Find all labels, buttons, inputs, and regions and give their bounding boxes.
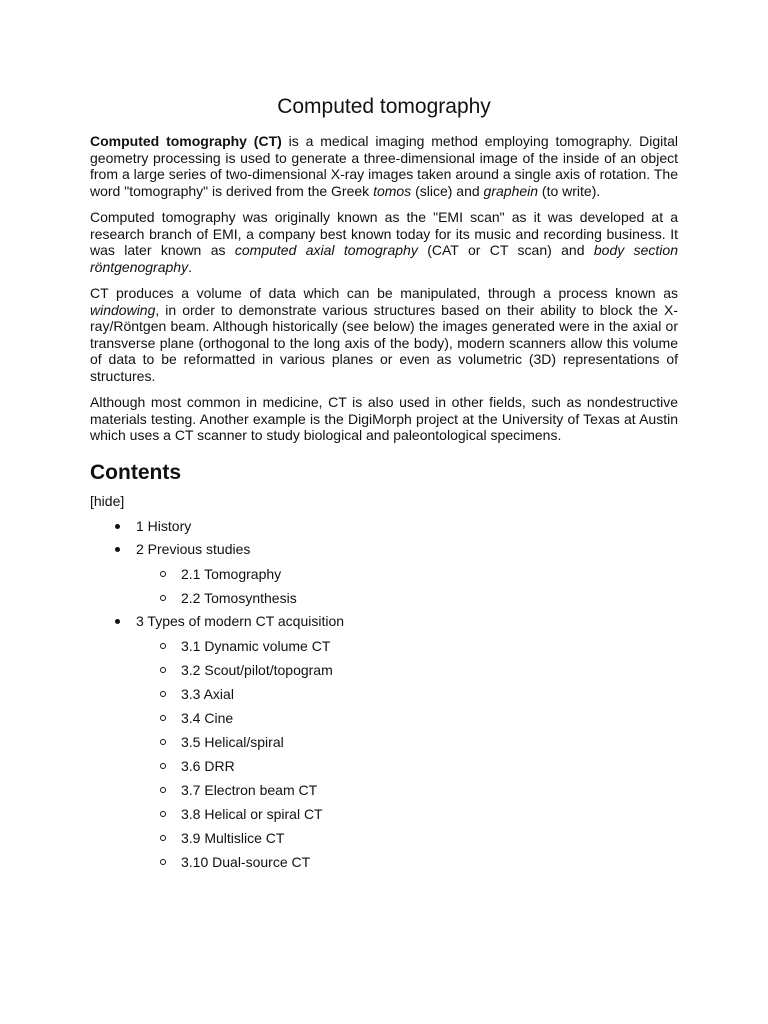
toc-sublist bbox=[136, 634, 678, 874]
toc-link-axial[interactable]: 3.3 Axial bbox=[181, 685, 234, 702]
toc-link-electron-beam-ct[interactable]: 3.7 Electron beam CT bbox=[181, 781, 318, 798]
paragraph-text: . bbox=[188, 258, 192, 275]
toc-link-previous-studies[interactable]: 2 Previous studies bbox=[136, 540, 251, 557]
toc-subitem bbox=[136, 778, 678, 802]
italic-term: tomos bbox=[373, 182, 412, 199]
toc-subitem bbox=[136, 682, 678, 706]
toc-link-dual-source-ct[interactable]: 3.10 Dual-source CT bbox=[181, 853, 311, 870]
toc-link-multislice-ct[interactable]: 3.9 Multislice CT bbox=[181, 829, 285, 846]
toc-item bbox=[90, 515, 678, 538]
article bbox=[90, 92, 678, 874]
italic-term: computed axial tomography bbox=[234, 242, 418, 258]
paragraph-history-name bbox=[90, 209, 678, 275]
toc-link-types-of-ct[interactable]: 3 Types of modern CT acquisition bbox=[136, 612, 345, 629]
toc-subitem bbox=[136, 634, 678, 658]
bold-lead-term: Computed tomography (CT) bbox=[90, 133, 282, 149]
toc-link-scout-pilot-topogram[interactable]: 3.2 Scout/pilot/topogram bbox=[181, 661, 333, 678]
toc-link-drr[interactable]: 3.6 DRR bbox=[181, 757, 235, 774]
italic-term: windowing bbox=[90, 301, 156, 318]
paragraph-text: Although most common in medicine, CT is also used in other fields, such as nondestructive materials testing. Another example is the DigiMorph project at the University of Texas at Austin which uses a CT scanner to study biological and paleontological specimens. bbox=[90, 394, 678, 443]
paragraph-volume-data bbox=[90, 285, 678, 384]
toc-subitem bbox=[136, 826, 678, 850]
toc-link-helical-spiral[interactable]: 3.5 Helical/spiral bbox=[181, 733, 284, 750]
toc-subitem bbox=[136, 658, 678, 682]
toc-subitem bbox=[136, 850, 678, 874]
hide-contents-toggle[interactable]: [hide] bbox=[90, 492, 125, 509]
toc-subitem bbox=[136, 730, 678, 754]
toc-subitem bbox=[136, 802, 678, 826]
paragraph-text: (CAT or CT scan) and bbox=[417, 242, 594, 258]
toc-subitem bbox=[136, 754, 678, 778]
toc-item bbox=[90, 610, 678, 874]
paragraph-text: is a medical imaging method employing tomography. Digital geometry processing is used to generate a three-dimensional image of the inside of an object from a large series of two-dimensional X-ray images taken around a single axis of rotation. The word "tomography" is derived from the Greek bbox=[90, 133, 679, 199]
paragraph-text: (to write). bbox=[538, 182, 601, 199]
toc-item bbox=[90, 538, 678, 610]
toc-link-history[interactable]: 1 History bbox=[136, 517, 192, 534]
toc-subitem bbox=[136, 586, 678, 610]
paragraph-text: CT produces a volume of data which can be manipulated, through a process known as bbox=[90, 285, 678, 301]
toc-subitem bbox=[136, 562, 678, 586]
toc-link-tomosynthesis[interactable]: 2.2 Tomosynthesis bbox=[181, 589, 297, 606]
toc-link-cine[interactable]: 3.4 Cine bbox=[181, 709, 234, 726]
paragraph-intro bbox=[90, 133, 678, 199]
italic-term: graphein bbox=[483, 182, 539, 199]
paragraph-text: (slice) and bbox=[411, 182, 484, 199]
toc-link-dynamic-volume-ct[interactable]: 3.1 Dynamic volume CT bbox=[181, 637, 331, 654]
paragraph-other-fields bbox=[90, 394, 678, 444]
table-of-contents bbox=[90, 515, 678, 874]
paragraph-text: , in order to demonstrate various structures based on their ability to block the X-ray/Röntgen beam. Although historically (see below) the images generated were in the axial or transverse plane (orthogonal to the long axis of the body), modern scanners allow this volume of data to be reformatted in various planes or even as volumetric (3D) representations of structures. bbox=[90, 301, 678, 384]
page-title: Computed tomography bbox=[277, 95, 491, 118]
paragraph-text: Computed tomography was originally known as the "EMI scan" as it was developed at a research branch of EMI, a company best known today for its music and recording business. It was later known as bbox=[90, 209, 678, 258]
toc-subitem bbox=[136, 706, 678, 730]
toc-link-tomography[interactable]: 2.1 Tomography bbox=[181, 565, 282, 582]
toc-sublist bbox=[136, 562, 678, 610]
contents-heading: Contents bbox=[90, 460, 181, 484]
toc-link-helical-or-spiral-ct[interactable]: 3.8 Helical or spiral CT bbox=[181, 805, 323, 822]
italic-term: body section röntgenography bbox=[90, 242, 678, 275]
